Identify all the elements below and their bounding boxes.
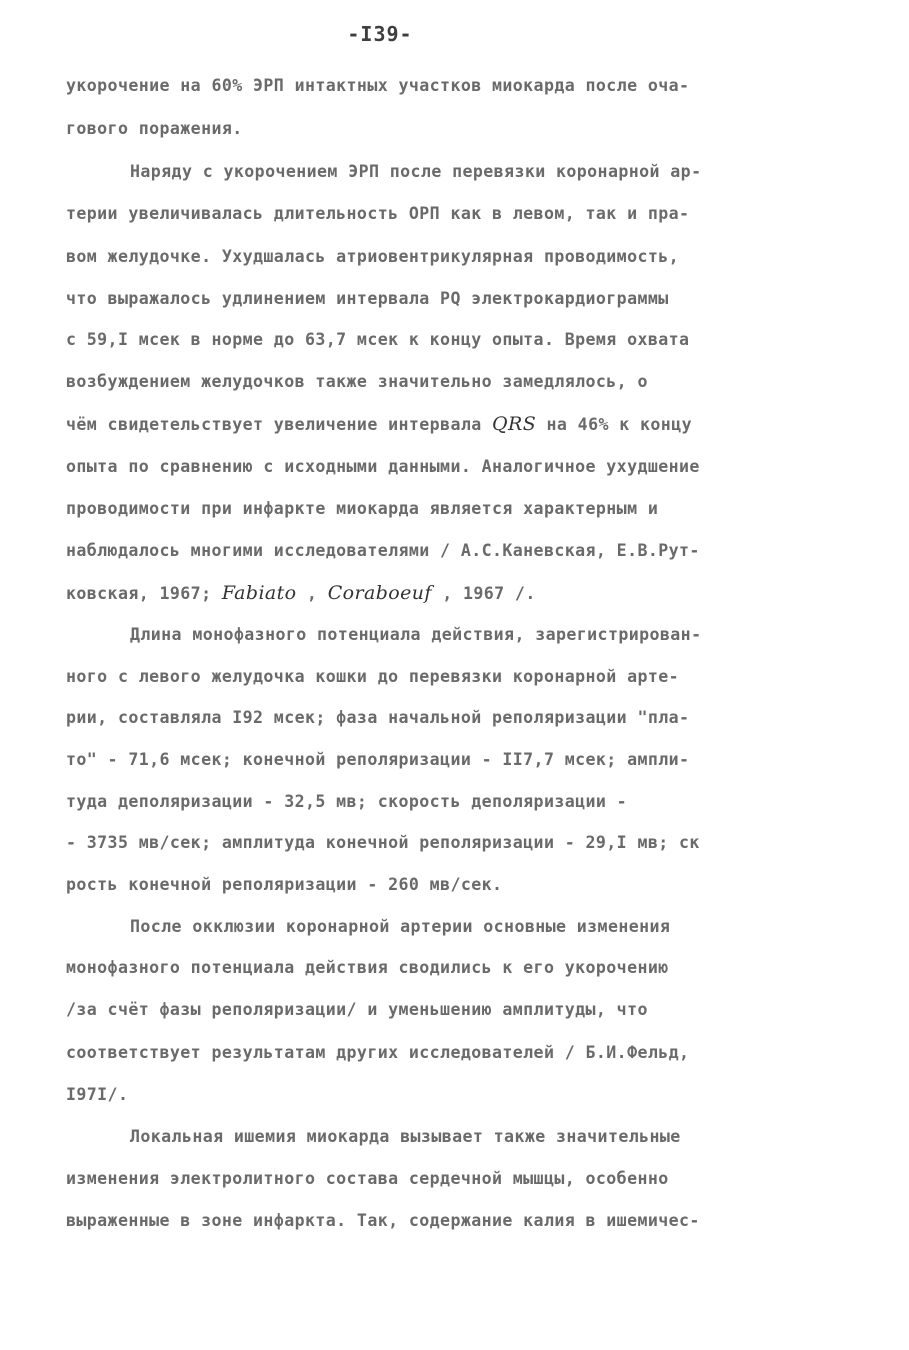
text-segment: , 1967 /. [431, 584, 536, 603]
text-line: туда деполяризации - 32,5 мв; скорость деполяризации - [66, 792, 628, 811]
text-line: I97I/. [66, 1085, 129, 1104]
text-segment: ковская, 1967; [66, 584, 222, 603]
text-line: возбуждением желудочков также значительно замедлялось, о [66, 372, 648, 391]
text-line: изменения электролитного состава сердечной мышцы, особенно [66, 1169, 669, 1188]
text-line [66, 580, 536, 606]
text-line: ного с левого желудочка кошки до перевязки коронарной арте- [66, 667, 680, 686]
text-segment: чём свидетельствует увеличение интервала [66, 415, 493, 434]
handwritten-annotation: QRS [492, 413, 537, 435]
text-line: Наряду с укорочением ЭРП после перевязки коронарной ар- [130, 162, 702, 181]
text-line: гового поражения. [66, 119, 243, 138]
text-line: терии увеличивалась длительность ОРП как в левом, так и пра- [66, 204, 690, 223]
text-line: что выражалось удлинением интервала PQ электрокардиограммы [66, 289, 669, 308]
text-line: - 3735 мв/сек; амплитуда конечной реполяризации - 29,I мв; ск [66, 833, 700, 852]
text-line: с 59,I мсек в норме до 63,7 мсек к концу опыта. Время охвата [66, 330, 690, 349]
text-line: вом желудочке. Ухудшалась атриовентрикулярная проводимость, [66, 247, 680, 266]
text-line: наблюдалось многими исследователями / А.С.Каневская, Е.В.Рут- [66, 541, 700, 560]
text-line: выраженные в зоне инфаркта. Так, содержание калия в ишемичес- [66, 1211, 700, 1230]
text-segment: , [296, 584, 328, 603]
text-line: то" - 71,6 мсек; конечной реполяризации - II7,7 мсек; ампли- [66, 750, 690, 769]
text-line: Локальная ишемия миокарда вызывает также значительные [130, 1127, 681, 1146]
text-line: /за счёт фазы реполяризации/ и уменьшению амплитуды, что [66, 1000, 648, 1019]
text-line: рии, составляла I92 мсек; фаза начальной реполяризации "пла- [66, 708, 690, 727]
text-line: После окклюзии коронарной артерии основные изменения [130, 917, 671, 936]
text-line [66, 411, 692, 437]
text-line: рость конечной реполяризации - 260 мв/сек. [66, 875, 503, 894]
text-segment: на 46% к концу [536, 415, 692, 434]
text-line: проводимости при инфаркте миокарда является характерным и [66, 499, 659, 518]
page-number: -I39- [347, 22, 413, 46]
text-line: Длина монофазного потенциала действия, зарегистрирован- [130, 625, 702, 644]
text-line: монофазного потенциала действия сводились к его укорочению [66, 958, 669, 977]
handwritten-annotation: Coraboeuf [327, 582, 432, 604]
text-line: укорочение на 60% ЭРП интактных участков миокарда после оча- [66, 76, 690, 95]
text-line: опыта по сравнению с исходными данными. Аналогичное ухудшение [66, 457, 700, 476]
handwritten-annotation: Fabiato [221, 582, 297, 604]
text-line: соответствует результатам других исследователей / Б.И.Фельд, [66, 1043, 690, 1062]
